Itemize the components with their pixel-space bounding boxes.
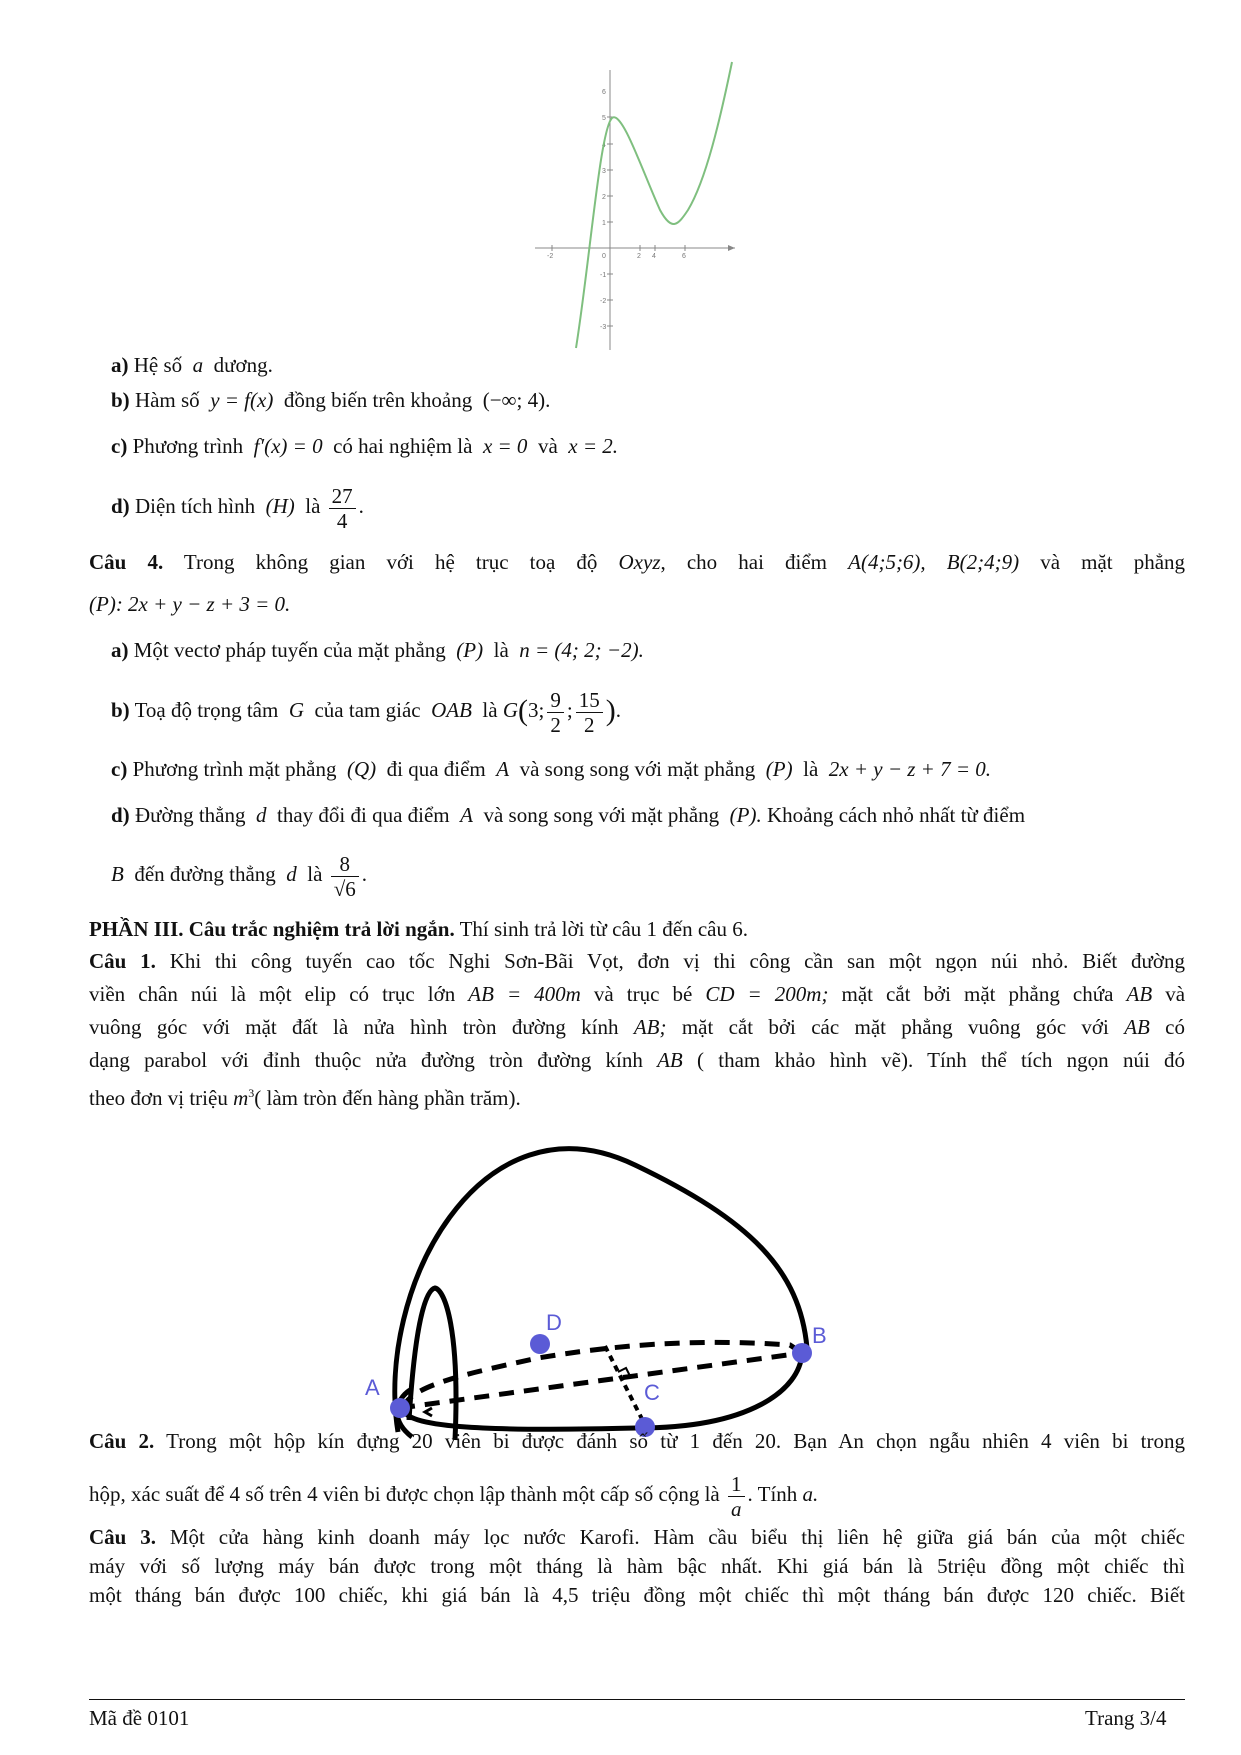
p3q1-line5: theo đơn vị triệu $m^3$( làm tròn đến hàng phần trăm). bbox=[89, 1086, 521, 1110]
fraction-1-a: $\frac{1}{a}$ bbox=[728, 1472, 745, 1521]
y-tick-label: -3 bbox=[600, 324, 607, 331]
right-angle-mark bbox=[425, 1408, 432, 1416]
footer-rule bbox=[89, 1699, 1185, 1700]
y-tick-label: 3 bbox=[602, 168, 606, 175]
point-b bbox=[792, 1343, 812, 1363]
label-a: A bbox=[365, 1375, 380, 1400]
point-a bbox=[390, 1398, 410, 1418]
cubic-graph bbox=[530, 60, 740, 350]
q4-item-d-line2: B đến đường thẳng d là $\frac{8}{√6}$ . bbox=[111, 851, 367, 901]
x-tick-label: 6 bbox=[682, 253, 686, 260]
footer-page-number: Trang 3/4 bbox=[1085, 1706, 1167, 1730]
fraction-9-2: $\frac{9}{2}$ bbox=[547, 688, 564, 737]
axis-ab-dashed bbox=[400, 1353, 802, 1408]
q4-stem-line1: Câu 4. Trong không gian với hệ trục toạ độ Oxyz, cho hai điểm A(4;5;6), B(2;4;9) và mặt phẳng bbox=[89, 550, 1186, 574]
p3q1-line2: viền chân núi là một elip có trục lớn AB = 400m và trục bé CD = 200m; mặt cắt bởi mặt phẳng chứa AB và bbox=[89, 982, 1186, 1006]
q3-item-c: c) Phương trình f′(x) = 0 có hai nghiệm là x = 0 và x = 2. bbox=[111, 434, 619, 458]
y-tick-label: 1 bbox=[602, 220, 606, 227]
footer-exam-code: Mã đề 0101 bbox=[89, 1706, 190, 1730]
label-b: B bbox=[812, 1323, 827, 1348]
q4-item-a: a) Một vectơ pháp tuyến của mặt phẳng (P) là n = (4; 2; −2). bbox=[111, 638, 644, 662]
p3q1-line3: vuông góc với mặt đất là nửa hình tròn đường kính AB; mặt cắt bởi các mặt phẳng vuông góc với AB có bbox=[89, 1015, 1185, 1039]
p3q3-line3: một tháng bán được 100 chiếc, khi giá bán là 4,5 triệu đồng một chiếc thì một tháng bán được 120 chiếc. Biết bbox=[89, 1583, 1185, 1607]
y-tick-label: -1 bbox=[600, 272, 607, 279]
x-tick-label: 2 bbox=[637, 253, 641, 260]
y-tick-label: -2 bbox=[600, 298, 607, 305]
mountain-figure bbox=[365, 1150, 910, 1440]
p3q2-line1: Câu 2. Trong một hộp kín đựng 20 viên bi được đánh số từ 1 đến 20. Bạn An chọn ngẫu nhiên 4 viên bi trong bbox=[89, 1429, 1185, 1453]
fraction-8-sqrt6: $\frac{8}{√6}$ bbox=[331, 852, 359, 901]
q4-stem-line2: (P): 2x + y − z + 3 = 0. bbox=[89, 592, 291, 616]
graph-ticks bbox=[552, 117, 685, 326]
y-tick-label: 5 bbox=[602, 115, 606, 122]
p3q1-line4: dạng parabol với đỉnh thuộc nửa đường tròn đường kính AB ( tham khảo hình vẽ). Tính thể tích ngọn núi đó bbox=[89, 1048, 1186, 1072]
fraction-15-2: $\frac{15}{2}$ bbox=[576, 688, 603, 737]
y-tick-label: 4 bbox=[602, 142, 606, 149]
part3-heading: PHẦN III. Câu trắc nghiệm trả lời ngắn. Thí sinh trả lời từ câu 1 đến câu 6. bbox=[89, 917, 749, 941]
cubic-curve bbox=[576, 62, 732, 348]
origin-label: 0 bbox=[602, 253, 606, 260]
y-tick-label: 6 bbox=[602, 89, 606, 96]
fraction-27-4: $\frac{27}{4}$ bbox=[329, 484, 356, 533]
p3q1-line1: Câu 1. Khi thi công tuyến cao tốc Nghi Sơn-Bãi Vọt, đơn vị thi công cần san một ngọn núi nhỏ. Biết đường bbox=[89, 949, 1185, 973]
p3q3-line2: máy với số lượng máy bán được trong một tháng là hàm bậc nhất. Khi giá bán là 5triệu đồng một chiếc thì bbox=[89, 1554, 1185, 1578]
point-d bbox=[530, 1334, 550, 1354]
x-tick-label: -2 bbox=[547, 253, 554, 260]
q4-item-b: b) Toạ độ trọng tâm G của tam giác OAB là G(3; $\frac{9}{2}$ ; $\frac{15}{2}$ ). bbox=[111, 687, 621, 737]
y-tick-label: 2 bbox=[602, 194, 606, 201]
axis-cd-dashed bbox=[605, 1346, 645, 1425]
p3q2-line2: hộp, xác suất để 4 số trên 4 viên bi được chọn lập thành một cấp số cộng là $\frac{1}{a}$ . Tính a. bbox=[89, 1471, 819, 1521]
label-c: C bbox=[644, 1380, 660, 1405]
q3-item-d: d) Diện tích hình (H) là $\frac{27}{4}$ . bbox=[111, 483, 364, 533]
q3-item-b: b) Hàm số y = f(x) đồng biến trên khoảng (−∞; 4). bbox=[111, 388, 551, 412]
label-d: D bbox=[546, 1310, 562, 1335]
ellipse-front bbox=[403, 1353, 802, 1429]
graph-x-arrow bbox=[728, 245, 735, 251]
p3q3-line1: Câu 3. Một cửa hàng kinh doanh máy lọc nước Karofi. Hàm cầu biểu thị liên hệ giữa giá bán của một chiếc bbox=[89, 1525, 1185, 1549]
q4-item-c: c) Phương trình mặt phẳng (Q) đi qua điểm A và song song với mặt phẳng (P) là 2x + y − z + 7 = 0. bbox=[111, 757, 992, 781]
q4-item-d: d) Đường thẳng d thay đổi đi qua điểm A và song song với mặt phẳng (P). Khoảng cách nhỏ nhất từ điểm bbox=[111, 803, 1026, 827]
x-tick-label: 4 bbox=[652, 253, 656, 260]
q3-item-a: a) Hệ số a dương. bbox=[111, 353, 273, 377]
